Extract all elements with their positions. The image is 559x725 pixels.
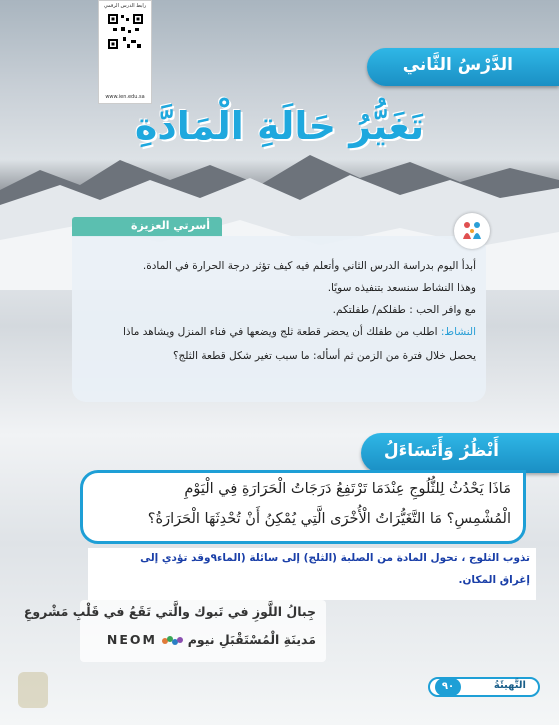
page-title: تَغَيُّرُ حَالَةِ الْمَادَّةِ <box>134 104 425 148</box>
qr-url: www.ien.edu.sa <box>105 94 145 100</box>
footer-bar <box>428 677 540 697</box>
neom-logo-icon <box>161 635 183 647</box>
family-note-tag-label: أسرتي العزيزة <box>131 219 210 232</box>
activity-text: اطلب من طفلك أن يحضر قطعة ثلج ويضعها في فناء المنزل ويشاهد ماذا <box>122 326 441 338</box>
caption-line <box>107 632 316 647</box>
lesson-number-banner <box>367 48 559 86</box>
family-note-tag <box>72 217 222 237</box>
question-box <box>80 470 526 544</box>
photo-caption <box>23 600 326 662</box>
family-note-line: مع وافر الحب : طفلكم/ طفلتكم. <box>332 304 476 316</box>
neom-brand: NEOM <box>106 632 157 647</box>
answer-line: إغراق المكان. <box>458 574 530 586</box>
lesson-number: الدَّرْسُ الثَّاني <box>402 55 513 75</box>
family-note-line: وهذا النشاط سنسعد بتنفيذه سويًا. <box>327 282 476 294</box>
answer-line: تذوب الثلوج ، تحول المادة من الصلبة (الثلج) إلى سائلة (الماء٩وقد تؤدي إلى <box>140 552 530 564</box>
question-line: مَاذَا يَحْدُثُ لِلثُّلُوجِ عِنْدَمَا تَرْتَفِعُ دَرَجَاتُ الْحَرَارَةِ فِي الْيَوْمِ <box>184 481 511 497</box>
family-icon <box>454 213 490 249</box>
corner-stamp-icon <box>18 672 48 708</box>
family-note-box <box>72 236 486 402</box>
qr-label: رابط الدرس الرقمي <box>103 3 147 9</box>
caption-line: جِبالُ اللَّوزِ في تَبوك والَّتي تَقَعُ في قَلْبِ مَشْروعِ <box>23 604 316 619</box>
section-label: التَّهيئَةُ <box>493 680 526 691</box>
question-line: الْمُشْمِسِ؟ مَا التَّغَيُّرَاتُ الْأُخْرَى الَّتِي يُمْكِنُ أَنْ تُحْدِثَهَا الْحَرَارَةُ؟ <box>147 511 511 527</box>
answer-box[interactable] <box>88 548 536 600</box>
family-activity-line <box>123 326 476 338</box>
page-number: ٩٠ <box>435 678 461 696</box>
qr-code-icon <box>107 13 144 50</box>
look-and-wonder-label: أَنْظُرُ وَأَتَسَاءَلُ <box>383 441 499 461</box>
caption-city: مَدينَةِ الْمُسْتَقْبَلِ نيوم <box>187 632 316 647</box>
family-note-line: أبدأ اليوم بدراسة الدرس الثاني وأتعلم فيه كيف تؤثر درجة الحرارة في المادة. <box>142 260 476 272</box>
qr-code-card[interactable] <box>98 0 152 104</box>
family-note-line: يحصل خلال فترة من الزمن ثم أسأله: ما سبب تغير شكل قطعة الثلج؟ <box>172 350 476 362</box>
look-and-wonder-banner <box>361 433 559 473</box>
activity-label: النشاط: <box>440 326 476 338</box>
